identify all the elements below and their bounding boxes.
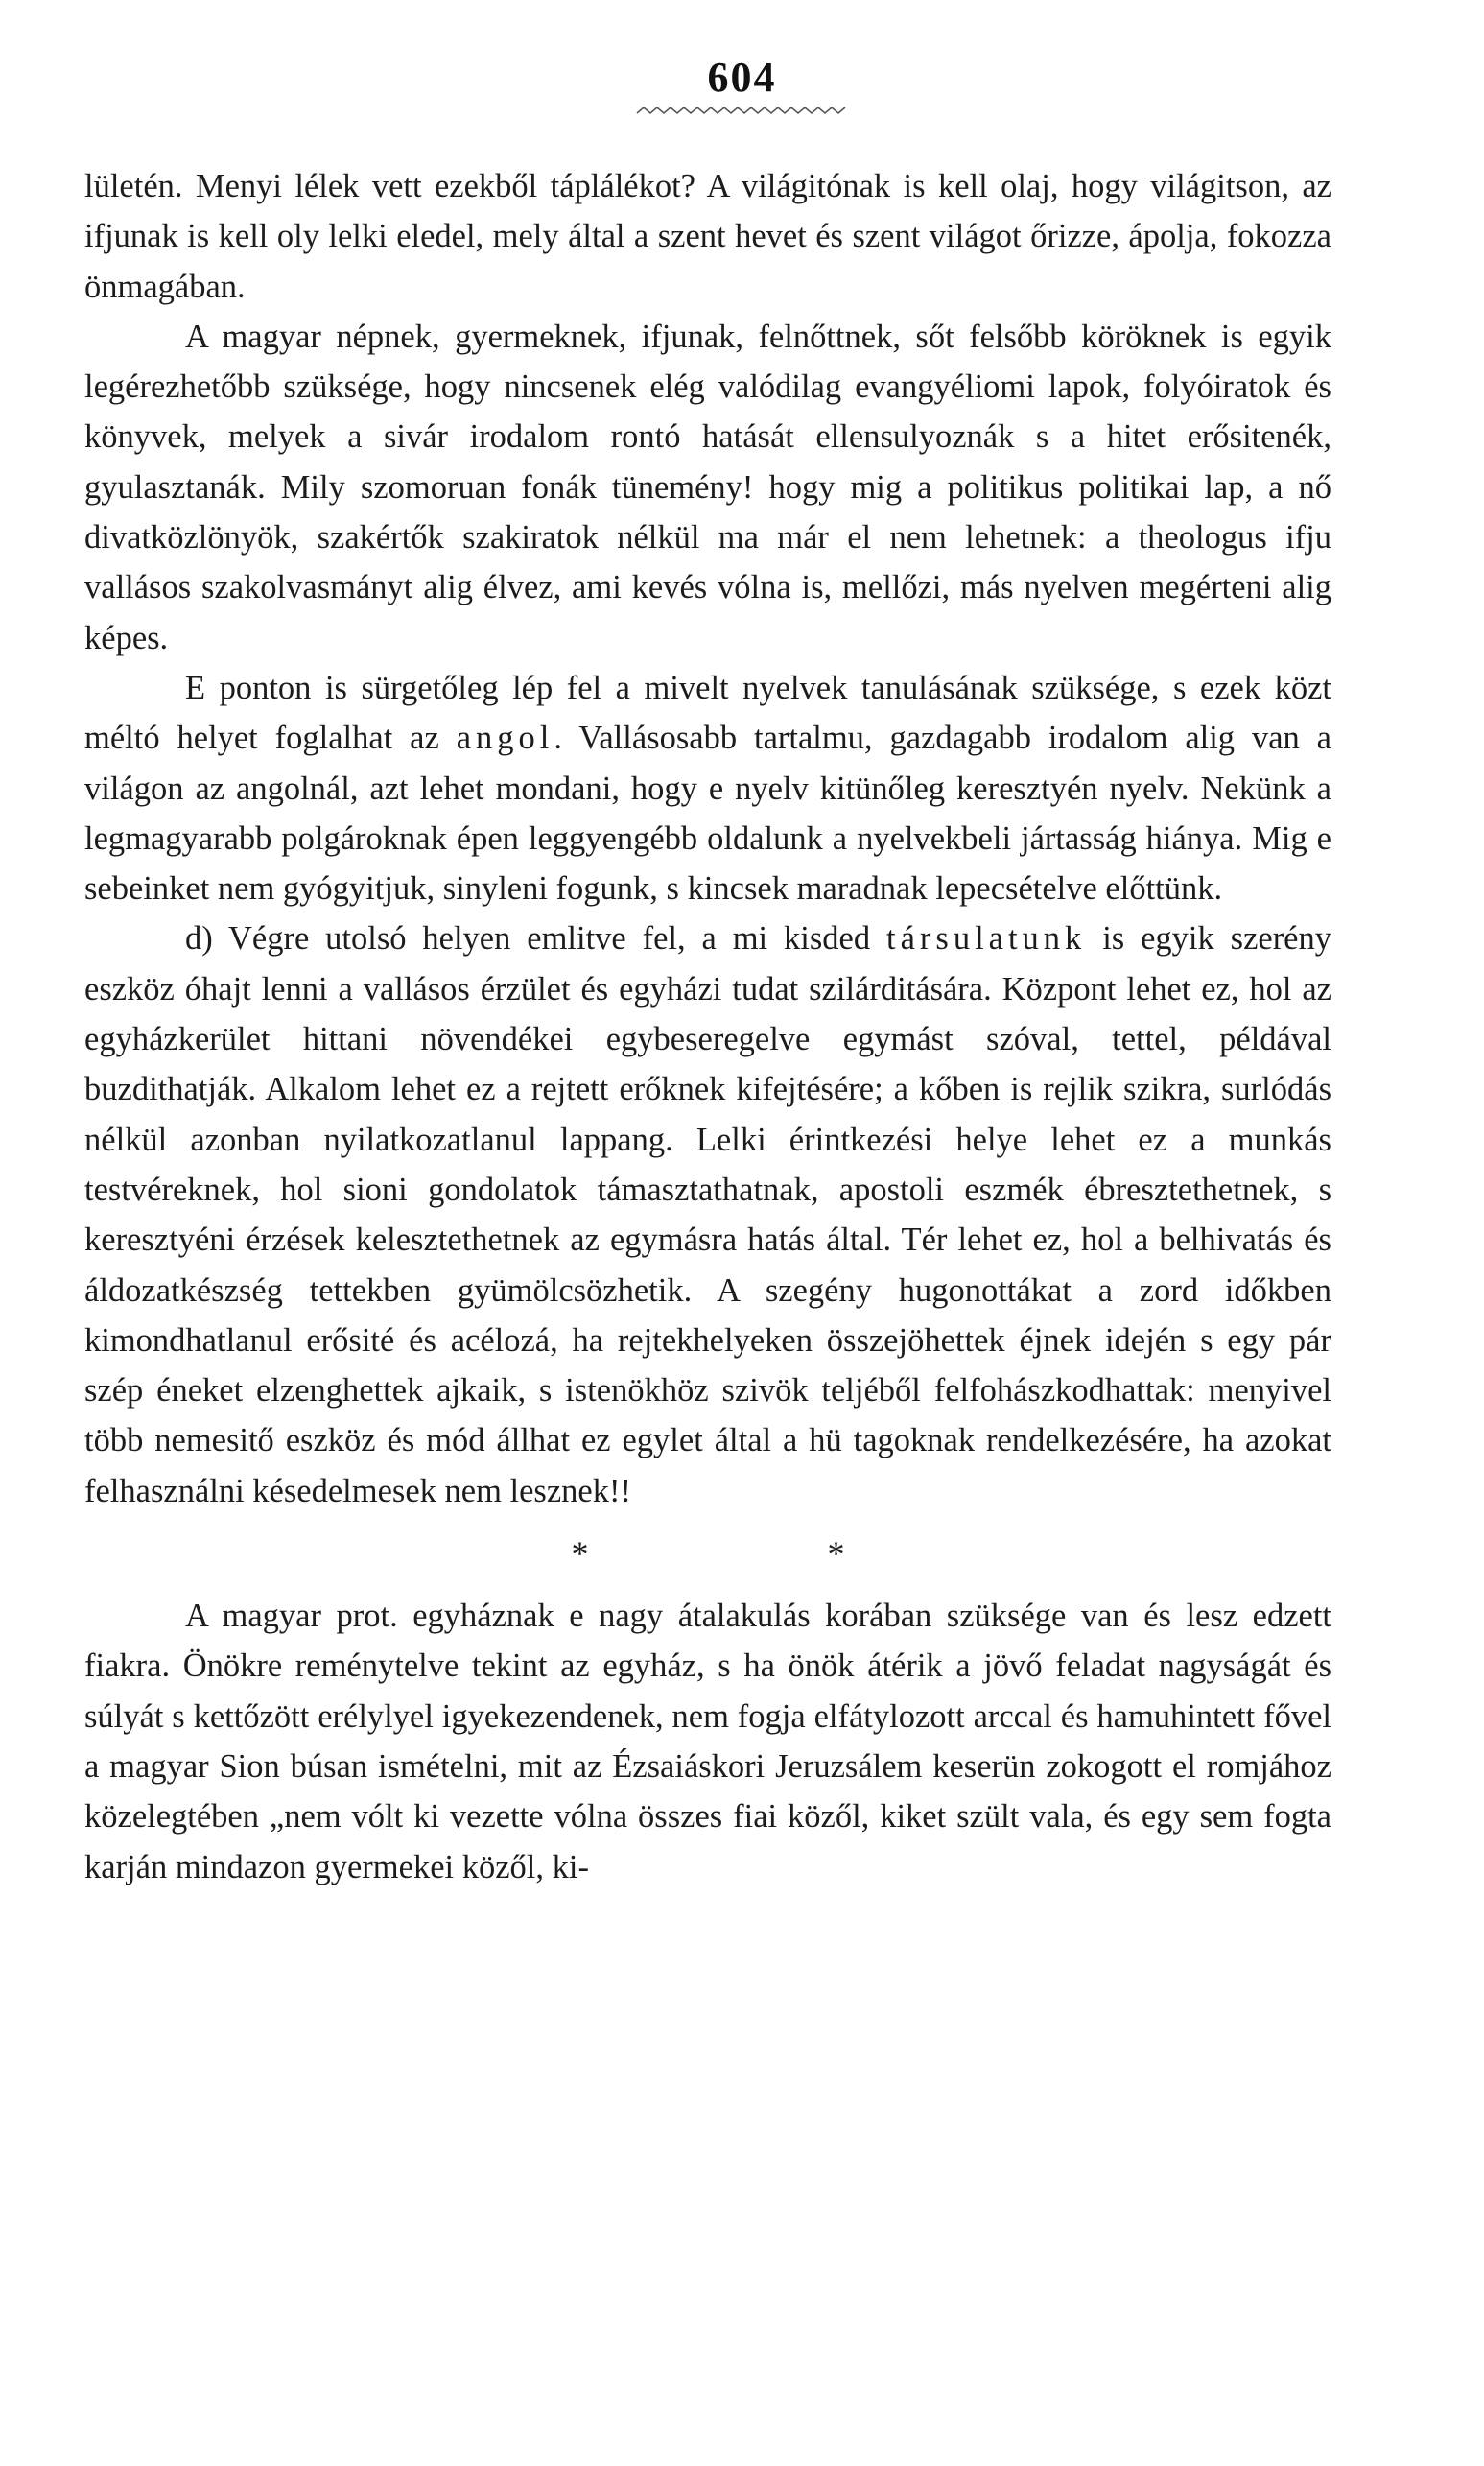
page-number: 604 xyxy=(707,54,777,101)
paragraph-4-rest: is egyik szerény eszköz óhajt lenni a vallásos érzület és egyházi tudat szilárditására. Központ lehet ez, hol az egyházkerület hittani növendékei egybeseregelve egymást szóval, tettel, példával buzdithatják. Alkalom lehet ez a rejtett erőknek kifejtésére; a kőben is rejlik szikra, surlódás nélkül azonban nyilatkozatlanul lappang. Lelki érintkezési helye lehet ez a munkás testvéreknek, hol sioni gondolatok támasztathatnak, apostoli eszmék ébresztethetnek, s keresztyéni érzések kelesztethetnek az egymásra hatás által. Tér lehet ez, hol a belhivatás és áldozatkészség tettekben gyümölcsözhetik. A szegény hugonottákat a zord időkben kimondhatlanul erősité és acélozá, ha rejtekhelyeken összejöhettek éjnek idején s egy pár szép éneket elzenghettek ajkaik, s istenökhöz szivök teljéből felfohászkodhattak: menyivel több nemesitő eszköz és mód állhat ez egylet által a hü tagoknak rendelkezésére, ha azokat felhasználni késedelmesek nem lesznek!! xyxy=(84,920,1331,1509)
paragraph-3-rest: . Vallásosabb tartalmu, gazdagabb irodalom alig van a világon az angolnál, azt lehet mondani, hogy e nyelv kitünőleg keresztyén nyelv. Nekünk a legmagyarabb polgároknak épen leggyengébb oldalunk a nyelvekbeli jártasság hiánya. Mig e sebeinket nem gyógyitjuk, sinyleni fogunk, s kincsek maradnak lepecsételve előttünk. xyxy=(84,720,1331,908)
paragraph-4 xyxy=(84,913,1331,1516)
body-text xyxy=(84,161,1331,1892)
paragraph-3-lead: E ponton is sürgetőleg lép fel a mivelt nyelvek tanulásának szüksége, s ezek közt méltó helyet foglalhat az xyxy=(84,669,1331,757)
paragraph-3 xyxy=(84,663,1331,913)
paragraph-4-lead: d) Végre utolsó helyen emlitve fel, a mi kisded xyxy=(185,920,871,958)
page-header xyxy=(0,53,1484,123)
spaced-word-tarsulatunk: társulatunk xyxy=(886,920,1087,958)
paragraph-5: A magyar prot. egyháznak e nagy átalakulás korában szüksége van és lesz edzett fiakra. Önökre reménytelve tekint az egyház, s ha önök átérik a jövő feladat nagyságát és súlyát s kettőzött erélylyel igyekezendenek, nem fogja elfátylozott arccal és hamuhintett fővel a magyar Sion búsan ismételni, mit az Ézsaiáskori Jeruzsálem keserün zokogott el romjához közelegtében „nem vólt ki vezette vólna összes fiai közől, kiket szült vala, és egy sem fogta karján mindazon gyermekei közől, ki- xyxy=(84,1598,1331,1885)
paragraph-2: A magyar népnek, gyermeknek, ifjunak, felnőttnek, sőt felsőbb köröknek is egyik legérezhetőbb szüksége, hogy nincsenek elég valódilag evangyéliomi lapok, folyóiratok és könyvek, melyek a sivár irodalom rontó hatását ellensulyoznák s a hitet erősitenék, gyulasztanák. Mily szomoruan fonák tünemény! hogy mig a politikus politikai lap, a nő divatközlönyök, szakértők szakiratok nélkül ma már el nem lehetnek: a theologus ifju vallásos szakolvasmányt alig élvez, ami kevés vólna is, mellőzi, más nyelven megérteni alig képes. xyxy=(84,318,1331,656)
paragraph-1: lületén. Menyi lélek vett ezekből táplálékot? A világitónak is kell olaj, hogy világitson, az ifjunak is kell oly lelki eledel, mely által a szent hevet és szent világot őrizze, ápolja, fokozza önmagában. xyxy=(84,168,1331,305)
wavy-ornament-icon xyxy=(632,104,853,123)
asterisk-separator: * * xyxy=(571,1534,960,1574)
spaced-word-angol: angol xyxy=(456,720,554,757)
